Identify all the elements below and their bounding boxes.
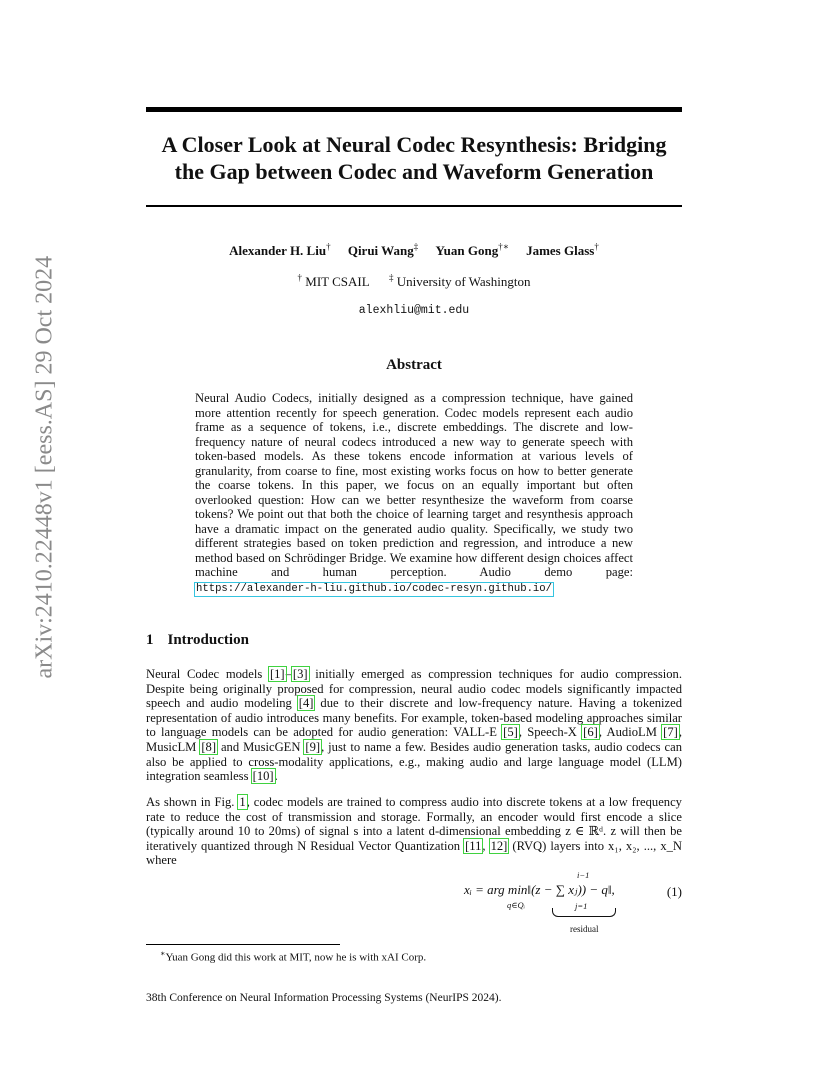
- citation-link[interactable]: [5]: [503, 725, 518, 740]
- citation-link[interactable]: [9]: [305, 739, 321, 754]
- argmin-subscript: q∈Qᵢ: [507, 900, 526, 910]
- footnote-rule: [146, 944, 340, 945]
- abstract-body: [195, 391, 633, 596]
- author: Alexander H. Liu†: [229, 242, 331, 259]
- citation-link[interactable]: [6]: [583, 725, 598, 740]
- title-top-rule: [146, 107, 682, 112]
- conference-note: 38th Conference on Neural Information Processing Systems (NeurIPS 2024).: [146, 992, 502, 1004]
- citation-link[interactable]: [3]: [292, 667, 308, 681]
- citation-link[interactable]: [4]: [298, 696, 314, 711]
- citation-link[interactable]: [10]: [252, 769, 274, 784]
- section-title: Introduction: [167, 632, 249, 648]
- equation-1: [146, 868, 682, 938]
- citation-link[interactable]: 12]: [490, 838, 508, 853]
- sum-lower-limit: j=1: [575, 901, 588, 911]
- equation-number: (1): [666, 884, 682, 899]
- citation-link[interactable]: [1]: [269, 667, 285, 681]
- equation-body: xᵢ = arg min‖(z − ∑ xⱼ)) − q‖,: [464, 882, 615, 897]
- author: Qirui Wang‡: [347, 242, 419, 259]
- citation-link[interactable]: [8]: [201, 739, 217, 754]
- underbrace-label: residual: [570, 924, 599, 934]
- author: James Glass†: [526, 242, 599, 259]
- paper-title: A Closer Look at Neural Codec Resynthesis: Bridging the Gap between Codec and Waveform Generation: [161, 132, 667, 184]
- sum-upper-limit: i−1: [577, 870, 590, 880]
- affiliations: [146, 273, 682, 290]
- paragraph: As shown in Fig. 1, codec models are trained to compress audio into discrete tokens at a low frequency rate to reduce the cost of transmission and storage. Formally, an encoder would first encode a slice (typically around 10 to 20ms) of signal s into a latent d-dimensional embedding z ∈ ℝᵈ. z will then be iteratively quantized through N Residual Vector Quantization [11, 12] (RVQ) layers into x₁, x₂, ..., x_N where: [146, 795, 683, 868]
- section-number: 1: [146, 632, 154, 648]
- title-bottom-rule: [146, 205, 682, 207]
- citation-link[interactable]: [11: [465, 838, 482, 853]
- author: Yuan Gong†∗: [435, 242, 509, 259]
- footnote: ∗Yuan Gong did this work at MIT, now he is with xAI Corp.: [160, 949, 427, 964]
- affiliation: ‡ University of Washington: [388, 273, 531, 290]
- demo-page-link[interactable]: https://alexander-h-liu.github.io/codec-resyn.github.io/: [196, 582, 553, 595]
- author-email[interactable]: alexhliu@mit.edu: [358, 304, 470, 317]
- arxiv-id: arXiv:2410.22448v1 [eess.AS] 29 Oct 2024: [31, 255, 58, 679]
- citation-link[interactable]: [7]: [663, 725, 678, 740]
- underbrace: [552, 908, 616, 917]
- abstract-heading: Abstract: [386, 357, 442, 373]
- figure-link[interactable]: 1: [239, 795, 246, 809]
- arxiv-sidebar-stamp: [10, 255, 70, 680]
- author-list: [146, 242, 682, 259]
- affiliation: † MIT CSAIL: [297, 273, 370, 290]
- section-heading: [146, 632, 249, 649]
- abstract-text: Neural Audio Codecs, initially designed as a compression technique, have gained more attention recently for speech generation. Codec models represent each audio frame as a sequence of tokens, i.e., discrete embeddings. The discrete and low-frequency nature of neural codecs introduced a new way to generate speech with token-based models. As these tokens encode information at various levels of granularity, from coarse to fine, most existing works focus on how to better generate the coarse tokens. In this paper, we focus on an equally important but often overlooked question: How can we better resynthesize the waveform from coarse tokens? We point out that both the choice of learning target and resynthesis approach have a dramatic impact on the generated audio quality. Specifically, we study two different strategies based on token prediction and regression, and introduce a new method based on Schrödinger Bridge. We examine how different design choices affect machine and human perception. Audio demo page:: [195, 391, 633, 579]
- paragraph: Neural Codec models [1]–[3] initially emerged as compression techniques for audio compression. Despite being originally proposed for compression, neural audio codec models significantly impacted speech and audio modeling [4] due to their discrete and low-frequency nature. Having a tokenized representation of audio introduces many benefits. For example, token-based modeling approaches similar to language models can be adopted for audio generation: VALL-E [5], Speech-X [6], AudioLM [7], MusicLM [8] and MusicGEN [9], just to name a few. Besides audio generation tasks, audio codecs can also be applied to cross-modality applications, e.g., making audio and large language model (LLM) integration seamless [10].: [146, 667, 683, 784]
